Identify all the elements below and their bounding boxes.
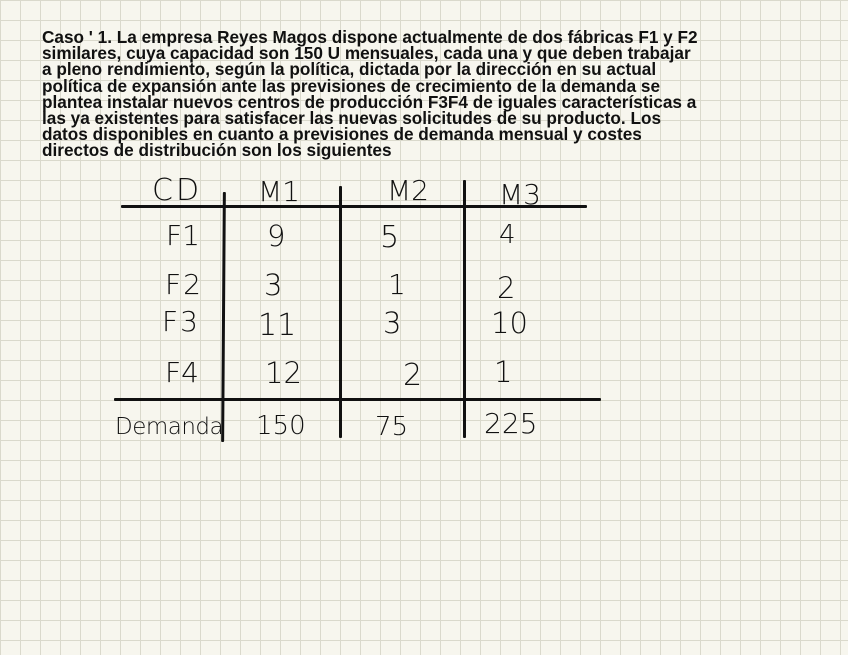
cost-cell: 4 <box>499 220 516 250</box>
problem-line: directos de distribución son los siguientes <box>42 140 392 161</box>
column-header: M3 <box>499 178 541 211</box>
problem-line: datos disponibles en cuanto a previsiones de demanda mensual y costes <box>42 124 642 145</box>
demand-cell: 225 <box>484 407 538 440</box>
row-label: F2 <box>165 268 203 301</box>
column-divider <box>463 180 466 438</box>
cost-cell: 1 <box>388 268 406 301</box>
row-label: F4 <box>165 356 199 389</box>
column-header: M1 <box>258 175 300 208</box>
problem-line: política de expansión ante las previsiones de crecimiento de la demanda se <box>42 75 661 96</box>
table-corner-label: CD <box>152 173 203 208</box>
column-divider <box>221 192 226 442</box>
problem-statement <box>42 29 822 159</box>
cost-cell: 3 <box>264 268 283 302</box>
problem-line: a pleno rendimiento, según la política, dictada por la dirección en su actual <box>42 59 657 80</box>
demand-separator-line <box>114 398 601 401</box>
problem-line: plantea instalar nuevos centros de producción F3F4 de iguales características a <box>42 91 697 112</box>
column-divider <box>339 186 342 438</box>
cost-cell: 10 <box>491 306 528 340</box>
cost-cell: 1 <box>494 355 513 389</box>
row-label: F1 <box>166 219 200 252</box>
cost-cell: 3 <box>383 306 402 340</box>
cost-cell: 9 <box>267 219 286 253</box>
problem-line: Caso ' 1. La empresa Reyes Magos dispone actualmente de dos fábricas F1 y F2 <box>42 27 698 47</box>
problem-line: las ya existentes para satisfacer las nuevas solicitudes de su producto. Los <box>42 108 662 129</box>
demand-cell: 75 <box>375 412 409 442</box>
cost-cell: 2 <box>403 358 423 393</box>
cost-cell: 12 <box>265 356 302 390</box>
problem-line: similares, cuya capacidad son 150 U mensuales, cada una y que deben trabajar <box>42 43 691 64</box>
row-label: F3 <box>162 305 200 338</box>
cost-cell: 2 <box>497 271 516 305</box>
cost-cell: 11 <box>258 308 297 343</box>
demand-label: Demanda <box>115 414 224 440</box>
demand-cell: 150 <box>256 411 306 441</box>
column-header: M2 <box>387 174 429 207</box>
cost-cell: 5 <box>380 220 400 255</box>
